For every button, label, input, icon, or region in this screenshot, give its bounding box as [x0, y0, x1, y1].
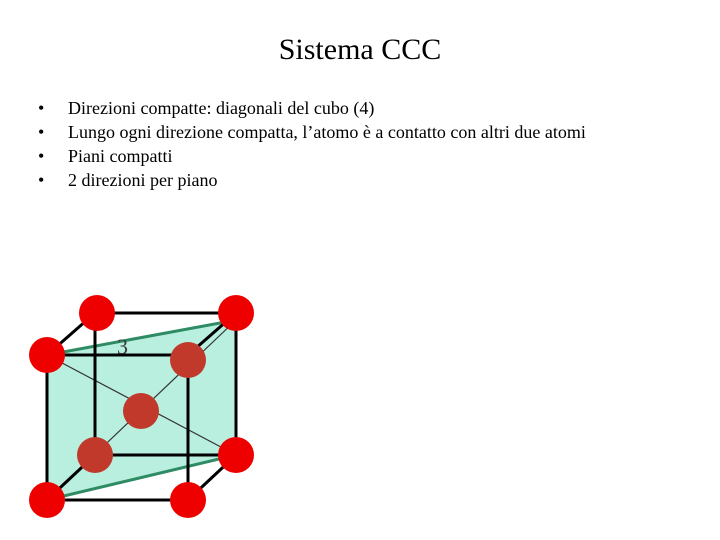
- corner-atom: [170, 342, 206, 378]
- plane-label: 3: [117, 334, 128, 359]
- corner-atom: [29, 482, 65, 518]
- bullet-text: Direzioni compatte: diagonali del cubo (4): [68, 98, 375, 118]
- bullet-dot: •: [38, 146, 45, 166]
- bullet-text: 2 direzioni per piano: [68, 170, 218, 190]
- corner-atom: [170, 482, 206, 518]
- corner-atom: [79, 295, 115, 331]
- bullet-text: Lungo ogni direzione compatta, l’atomo è a contatto con altri due atomi: [68, 122, 586, 142]
- bullet-text: Piani compatti: [68, 146, 173, 166]
- bullet-dot: •: [38, 122, 45, 142]
- corner-atom: [218, 437, 254, 473]
- bullet-dot: •: [38, 170, 45, 190]
- corner-atom: [218, 295, 254, 331]
- corner-atom: [77, 437, 113, 473]
- slide-title: Sistema CCC: [278, 33, 442, 66]
- corner-atom: [29, 337, 65, 373]
- center-atom: [123, 393, 159, 429]
- bullet-dot: •: [38, 98, 45, 118]
